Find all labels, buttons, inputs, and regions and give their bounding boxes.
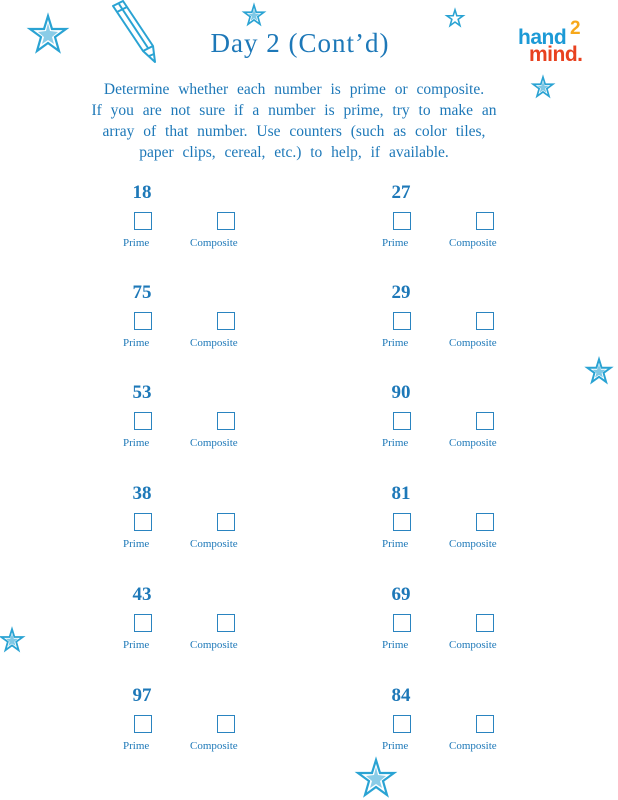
- number-item: [94, 382, 264, 452]
- number-label: 27: [391, 182, 411, 203]
- star-icon: [243, 4, 265, 26]
- prime-checkbox[interactable]: [393, 212, 411, 230]
- composite-label: Composite: [449, 639, 497, 651]
- number-label: 81: [391, 483, 411, 504]
- star-icon: [356, 758, 396, 798]
- composite-checkbox[interactable]: [217, 614, 235, 632]
- composite-label: Composite: [449, 437, 497, 449]
- instructions: [48, 79, 540, 163]
- prime-checkbox[interactable]: [134, 312, 152, 330]
- prime-checkbox[interactable]: [134, 614, 152, 632]
- number-label: 18: [132, 182, 152, 203]
- number-item: [353, 182, 523, 252]
- hand2mind-logo: hand 2 mind.: [518, 18, 583, 66]
- composite-label: Composite: [449, 740, 497, 752]
- number-label: 38: [132, 483, 152, 504]
- number-label: 53: [132, 382, 152, 403]
- composite-checkbox[interactable]: [476, 312, 494, 330]
- prime-label: Prime: [123, 639, 150, 651]
- composite-checkbox[interactable]: [217, 312, 235, 330]
- composite-label: Composite: [190, 740, 238, 752]
- prime-label: Prime: [123, 740, 150, 752]
- number-label: 90: [391, 382, 411, 403]
- prime-label: Prime: [382, 437, 409, 449]
- star-icon: [0, 628, 24, 652]
- number-item: [94, 685, 264, 755]
- composite-label: Composite: [449, 538, 497, 550]
- prime-label: Prime: [382, 237, 409, 249]
- composite-checkbox[interactable]: [476, 212, 494, 230]
- page-title: Day 2 (Cont’d): [210, 28, 390, 58]
- instruction-line: array of that number. Use counters (such as color tiles,: [102, 123, 486, 140]
- composite-label: Composite: [190, 437, 238, 449]
- prime-label: Prime: [382, 337, 409, 349]
- composite-checkbox[interactable]: [217, 212, 235, 230]
- prime-label: Prime: [382, 740, 409, 752]
- prime-checkbox[interactable]: [393, 312, 411, 330]
- number-item: [94, 483, 264, 553]
- number-item: [94, 282, 264, 352]
- prime-checkbox[interactable]: [134, 212, 152, 230]
- prime-checkbox[interactable]: [393, 614, 411, 632]
- composite-label: Composite: [190, 538, 238, 550]
- composite-label: Composite: [449, 337, 497, 349]
- number-label: 75: [132, 282, 152, 303]
- composite-checkbox[interactable]: [476, 513, 494, 531]
- prime-label: Prime: [382, 538, 409, 550]
- number-label: 69: [391, 584, 411, 605]
- prime-checkbox[interactable]: [134, 412, 152, 430]
- number-item: [353, 685, 523, 755]
- number-item: [353, 483, 523, 553]
- prime-checkbox[interactable]: [393, 715, 411, 733]
- prime-label: Prime: [123, 237, 150, 249]
- star-icon: [446, 9, 464, 27]
- composite-checkbox[interactable]: [476, 715, 494, 733]
- number-label: 84: [391, 685, 411, 706]
- instruction-line: paper clips, cereal, etc.) to help, if available.: [139, 144, 449, 161]
- composite-checkbox[interactable]: [476, 614, 494, 632]
- composite-checkbox[interactable]: [217, 412, 235, 430]
- number-label: 97: [132, 685, 152, 706]
- number-item: [353, 382, 523, 452]
- composite-checkbox[interactable]: [217, 715, 235, 733]
- number-item: [94, 182, 264, 252]
- composite-checkbox[interactable]: [217, 513, 235, 531]
- number-label: 43: [132, 584, 152, 605]
- composite-checkbox[interactable]: [476, 412, 494, 430]
- number-item: [353, 282, 523, 352]
- prime-checkbox[interactable]: [134, 715, 152, 733]
- number-item: [353, 584, 523, 654]
- instruction-line: Determine whether each number is prime or composite.: [103, 81, 485, 98]
- prime-checkbox[interactable]: [134, 513, 152, 531]
- prime-label: Prime: [382, 639, 409, 651]
- composite-label: Composite: [449, 237, 497, 249]
- number-label: 29: [391, 282, 411, 303]
- prime-label: Prime: [123, 337, 150, 349]
- composite-label: Composite: [190, 237, 238, 249]
- composite-label: Composite: [190, 337, 238, 349]
- composite-label: Composite: [190, 639, 238, 651]
- instruction-line: If you are not sure if a number is prime, try to make an: [91, 102, 497, 119]
- star-icon: [586, 358, 612, 384]
- prime-checkbox[interactable]: [393, 412, 411, 430]
- prime-label: Prime: [123, 538, 150, 550]
- number-item: [94, 584, 264, 654]
- prime-label: Prime: [123, 437, 150, 449]
- prime-checkbox[interactable]: [393, 513, 411, 531]
